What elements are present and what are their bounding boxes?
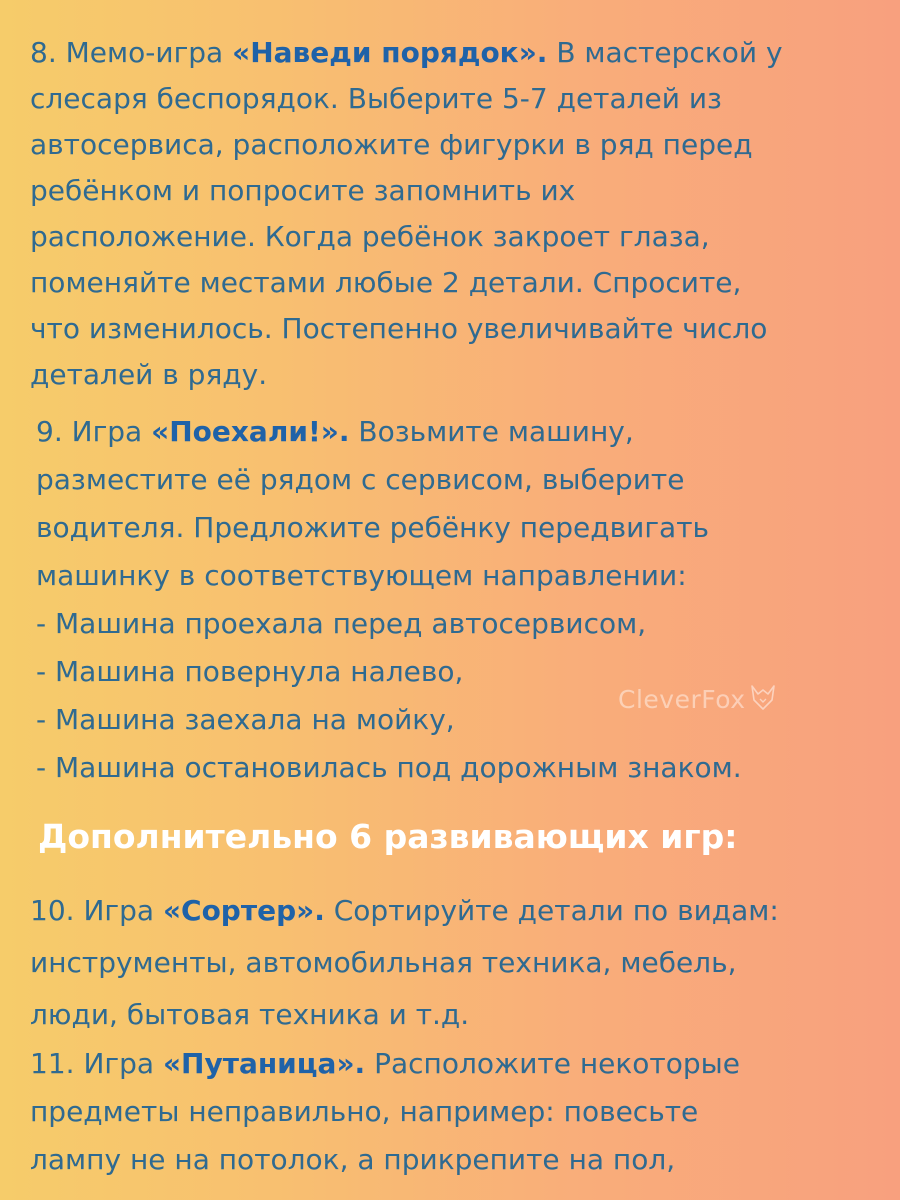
game-8-line-1 [30,30,783,76]
game-8-paragraph [30,30,783,398]
game-8-line: что изменилось. Постепенно увеличивайте число [30,312,768,345]
game-9-line: машинку в соответствующем направлении: [36,559,687,592]
game-9-number: 9. [36,415,63,448]
game-8-line: автосервиса, расположите фигурки в ряд перед [30,128,753,161]
game-8-line: деталей в ряду. [30,358,268,391]
game-10-paragraph [30,885,779,1041]
game-10-line: люди, бытовая техника и т.д. [30,998,470,1031]
game-10-number: 10. [30,894,75,927]
game-10-line-1 [30,885,779,937]
game-9-list-item: - Машина проехала перед автосервисом, [36,607,647,640]
game-9-line: водителя. Предложите ребёнку передвигать [36,511,710,544]
game-11-line-1 [30,1040,740,1088]
game-9-paragraph [36,408,742,792]
game-8-line: расположение. Когда ребёнок закроет глаза, [30,220,710,253]
game-9-line-1 [36,408,742,456]
game-9-text: Возьмите машину, [349,415,634,448]
game-11-title: «Путаница». [162,1047,366,1080]
game-8-number: 8. [30,36,57,69]
game-8-line: поменяйте местами любые 2 детали. Спросите, [30,266,742,299]
game-10-text: Сортируйте детали по видам: [324,894,779,927]
game-10-prefix: Игра [83,894,155,927]
game-11-text: Расположите некоторые [365,1047,740,1080]
game-8-text: В мастерской у [547,36,783,69]
game-9-prefix: Игра [71,415,143,448]
game-11-prefix: Игра [83,1047,155,1080]
game-11-line: лампу не на потолок, а прикрепите на пол, [30,1143,676,1176]
game-8-title: «Наведи порядок». [232,36,548,69]
game-9-list-item: - Машина заехала на мойку, [36,703,455,736]
game-10-line: инструменты, автомобильная техника, мебель, [30,946,737,979]
game-11-line: предметы неправильно, например: повесьте [30,1095,699,1128]
watermark-text: CleverFox [618,685,746,714]
game-9-title: «Поехали!». [151,415,350,448]
game-11-paragraph [30,1040,740,1184]
extra-games-heading: Дополнительно 6 развивающих игр: [38,817,738,856]
game-9-list-item: - Машина остановилась под дорожным знаком. [36,751,742,784]
game-8-line: слесаря беспорядок. Выберите 5-7 деталей из [30,82,722,115]
game-9-line: разместите её рядом с сервисом, выберите [36,463,685,496]
game-8-line: ребёнком и попросите запомнить их [30,174,576,207]
game-10-title: «Сортер». [162,894,325,927]
fox-logo-icon [748,682,778,712]
game-11-number: 11. [30,1047,75,1080]
cleverfox-watermark [618,682,778,714]
game-9-list-item: - Машина повернула налево, [36,655,464,688]
game-8-prefix: Мемо-игра [65,36,224,69]
